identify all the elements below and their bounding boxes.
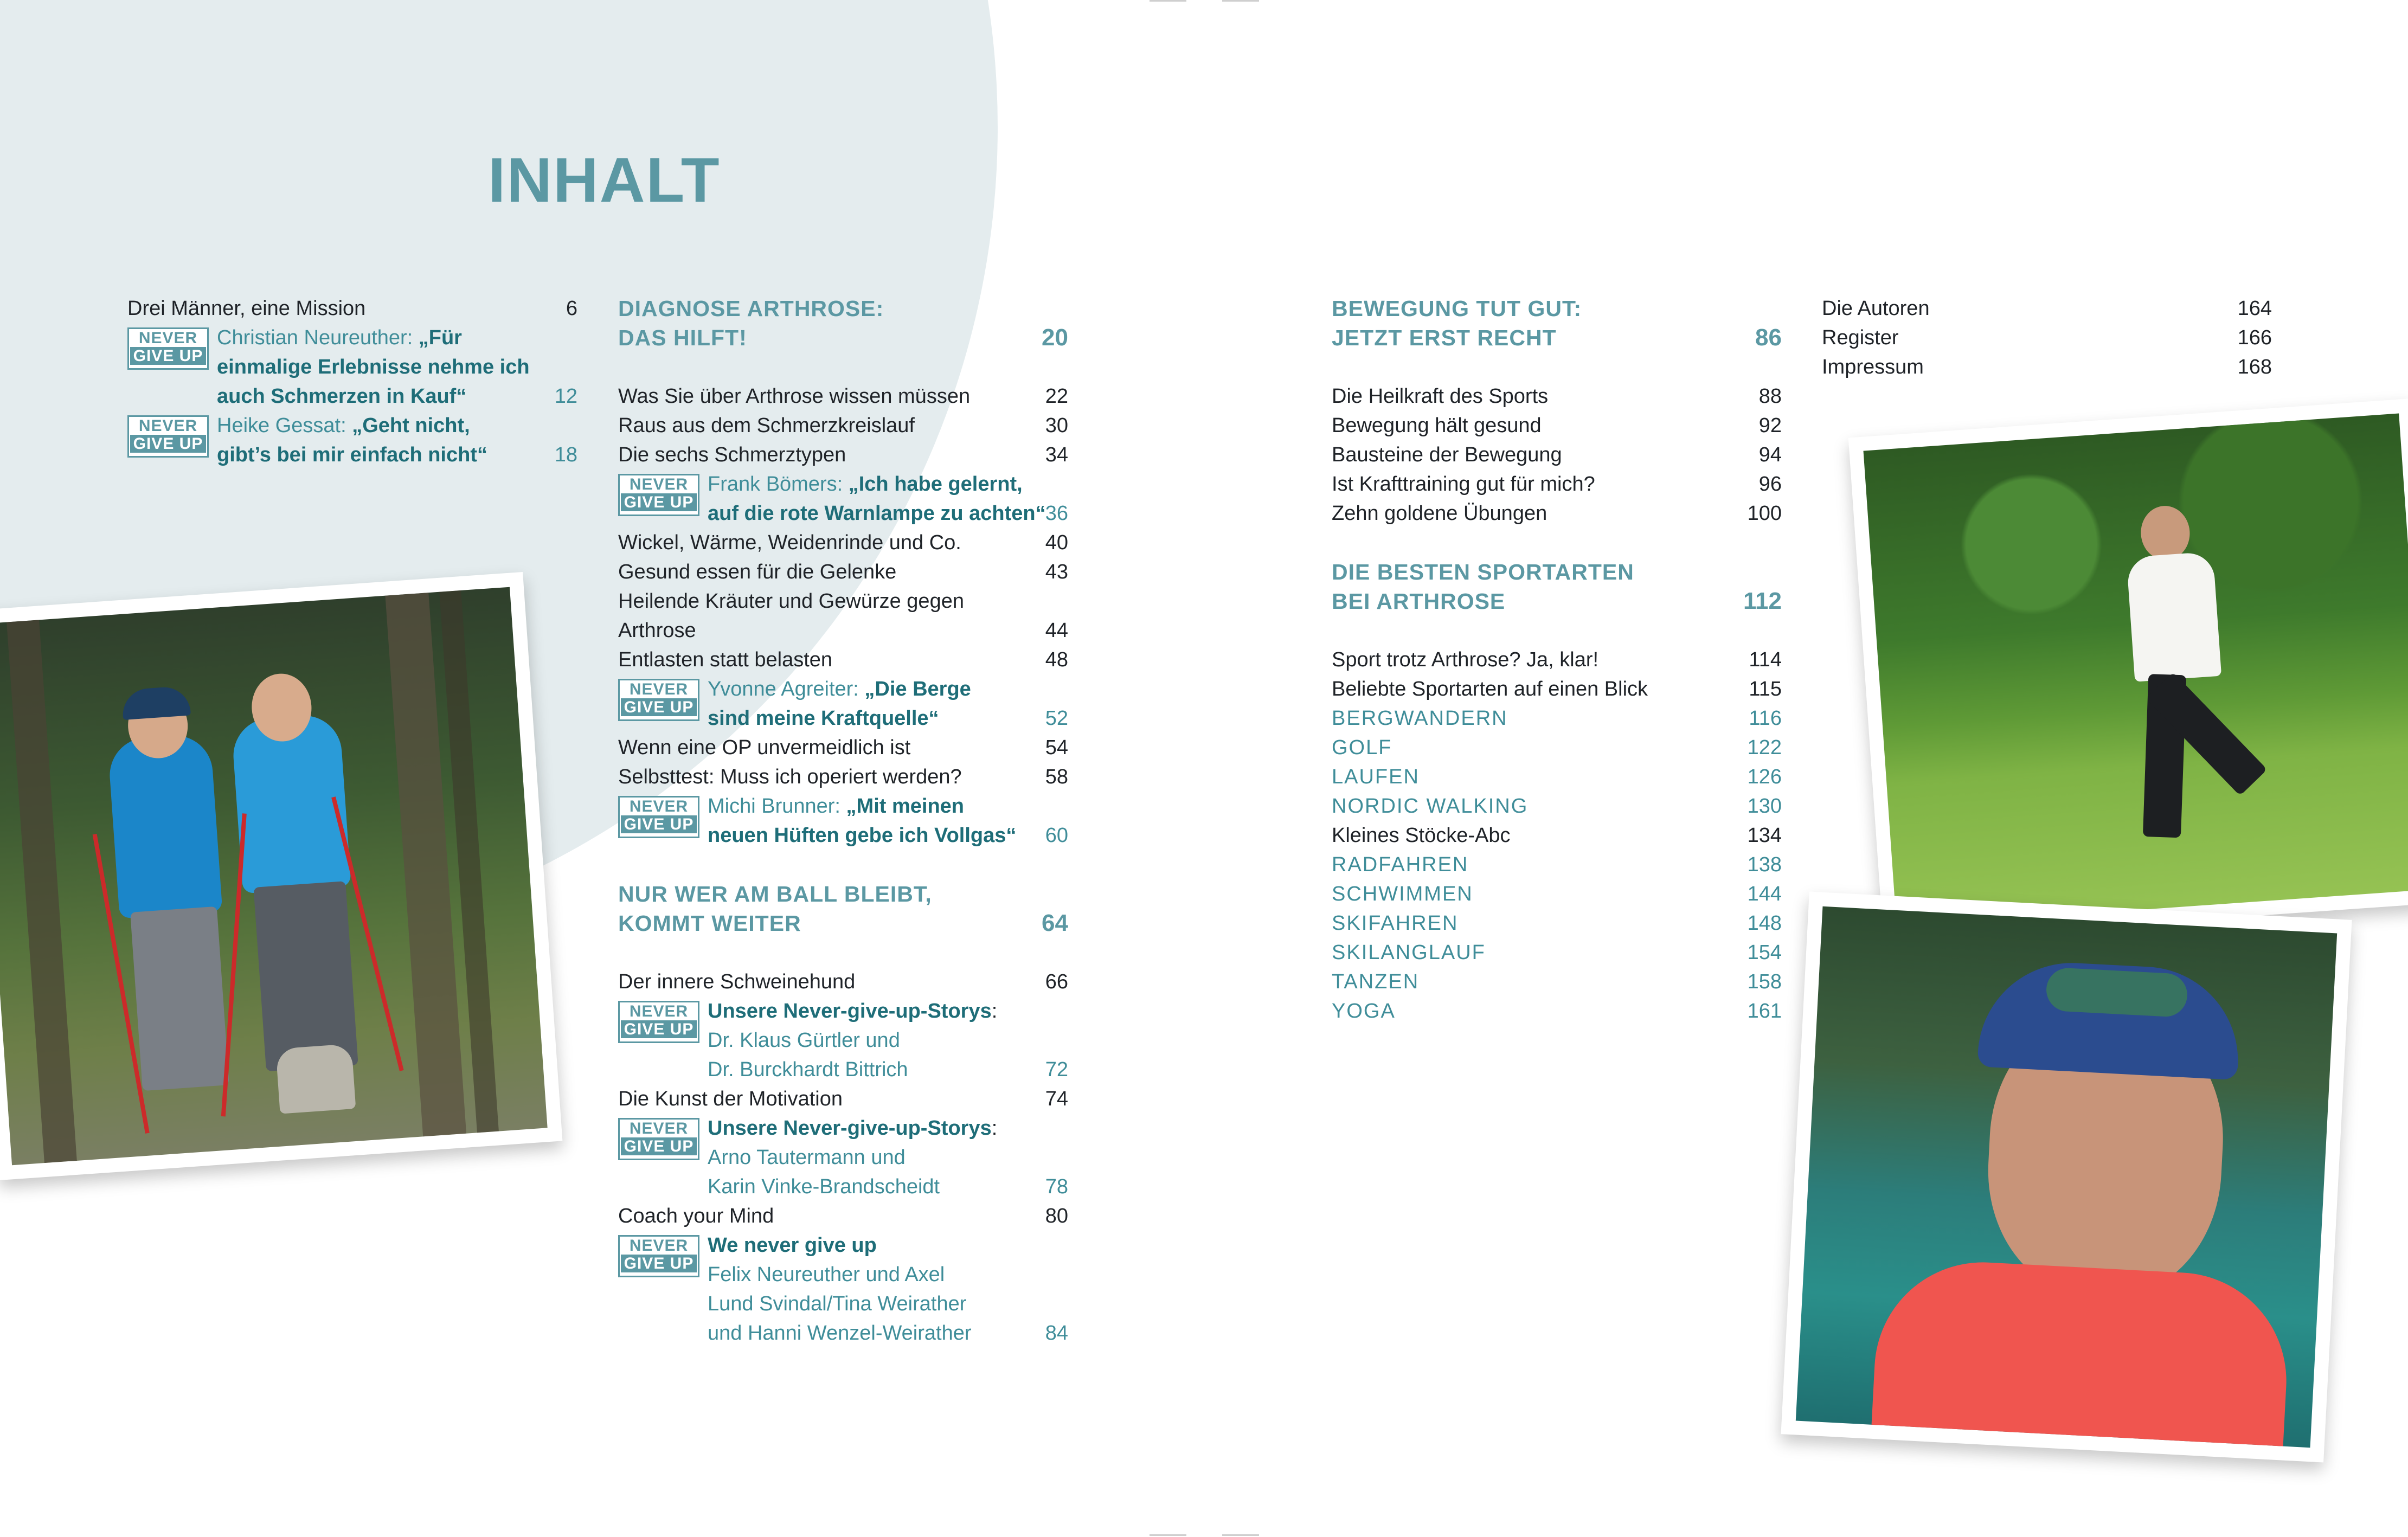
toc-label: SCHWIMMEN [1332, 883, 1473, 905]
toc-label: SKILANGLAUF [1332, 941, 1486, 964]
section-page: 20 [1042, 324, 1068, 351]
toc-label: NORDIC WALKING [1332, 795, 1529, 818]
toc-page: 144 [1747, 883, 1782, 905]
section-heading[interactable]: NUR WER AM BALL BLEIBT, [618, 882, 932, 906]
section-heading[interactable]: DIAGNOSE ARTHROSE: [618, 296, 884, 321]
photo-jogging [1848, 398, 2408, 942]
toc-entry-sport[interactable] [1332, 704, 1782, 733]
toc-label: YOGA [1332, 1000, 1396, 1022]
toc-page: 134 [1747, 824, 1782, 847]
toc-entry[interactable]: Die Autoren 164 [1822, 297, 2272, 320]
toc-entry[interactable]: Zehn goldene Übungen 100 [1332, 502, 1782, 525]
toc-entry-story-2[interactable]: NEVER GIVE UP Unsere Never-give-up-Storys: Arno Tautermann und Karin Vinke-Brandscheidt 78 [618, 1114, 1068, 1201]
toc-entry[interactable]: Entlasten statt belasten 48 [618, 648, 1068, 671]
toc-entry[interactable]: Gesund essen für die Gelenke 43 [618, 561, 1068, 583]
toc-label: Kleines Stöcke-Abc [1332, 824, 1511, 847]
page-mark [1222, 0, 1259, 2]
page-mark [1150, 0, 1186, 2]
toc-label: LAUFEN [1332, 766, 1420, 788]
toc-entry-agreiter[interactable]: NEVER GIVE UP Yvonne Agreiter: „Die Berge sind meine Kraftquelle“ 52 [618, 674, 1068, 733]
toc-entry-sport[interactable] [1332, 850, 1782, 879]
toc-entry[interactable]: Arthrose 44 [618, 619, 1068, 642]
toc-entry[interactable]: Die Kunst der Motivation 74 [618, 1088, 1068, 1110]
page-mark [1222, 1534, 1259, 1536]
person-name: Christian Neureuther: [217, 326, 413, 349]
toc-page: 158 [1747, 970, 1782, 993]
toc-entry[interactable]: Die Heilkraft des Sports 88 [1332, 385, 1782, 408]
toc-page: 154 [1747, 941, 1782, 964]
toc-page: 148 [1747, 912, 1782, 935]
toc-entry-sport[interactable] [1332, 967, 1782, 996]
toc-page: 114 [1749, 648, 1782, 671]
toc-entry-sport[interactable] [1332, 821, 1782, 850]
toc-entry-sport[interactable] [1332, 674, 1782, 704]
toc-entry[interactable]: Register 166 [1822, 326, 2272, 349]
toc-entry[interactable]: Die sechs Schmerztypen 34 [618, 443, 1068, 466]
toc-page: 126 [1747, 766, 1782, 788]
person-name: Heike Gessat: [217, 414, 346, 437]
toc-page: 6 [566, 297, 577, 320]
toc-entry-gessat[interactable]: NEVER GIVE UP Heike Gessat: „Geht nicht, gibt’s bei mir einfach nicht“ 18 [127, 411, 577, 470]
toc-entry-story-3[interactable]: NEVER GIVE UP We never give up Felix Neureuther und Axel Lund Svindal/Tina Weirather und Hanni Wenzel-Weirather 84 [618, 1231, 1068, 1348]
toc-entry-story-1[interactable]: NEVER GIVE UP Unsere Never-give-up-Storys: Dr. Klaus Gürtler und Dr. Burckhardt Bittrich 72 [618, 996, 1068, 1084]
never-give-up-badge: NEVER GIVE UP [618, 1118, 699, 1160]
toc-page: 122 [1747, 736, 1782, 759]
toc-page: 12 [554, 385, 577, 408]
toc-entry-sport[interactable] [1332, 645, 1782, 674]
toc-page: 18 [554, 443, 577, 466]
toc-entry[interactable]: Coach your Mind 80 [618, 1205, 1068, 1227]
never-give-up-badge: NEVER GIVE UP [618, 1001, 699, 1043]
toc-entry[interactable] [127, 294, 577, 323]
toc-entry-sport[interactable] [1332, 996, 1782, 1026]
toc-entry-sport[interactable] [1332, 733, 1782, 762]
toc-entry-brunner[interactable]: NEVER GIVE UP Michi Brunner: „Mit meinen neuen Hüften gebe ich Vollgas“ 60 [618, 792, 1068, 850]
page-title: INHALT [488, 145, 721, 215]
toc-label: RADFAHREN [1332, 853, 1469, 876]
toc-entry-sport[interactable] [1332, 792, 1782, 821]
toc-entry[interactable]: Selbsttest: Muss ich operiert werden? 58 [618, 766, 1068, 788]
toc-column-1 [127, 294, 577, 470]
never-give-up-badge: NEVER GIVE UP [618, 796, 699, 838]
toc-page: 138 [1747, 853, 1782, 876]
toc-entry[interactable]: Bausteine der Bewegung 94 [1332, 443, 1782, 466]
toc-entry[interactable]: Was Sie über Arthrose wissen müssen 22 [618, 385, 1068, 408]
toc-entry[interactable]: Ist Krafttraining gut für mich? 96 [1332, 473, 1782, 496]
never-give-up-badge: NEVER GIVE UP [127, 415, 209, 458]
toc-column-2: DIAGNOSE ARTHROSE: DAS HILFT! 20 Was Sie über Arthrose wissen müssen 22 Raus aus dem Schmerzkreislauf 30 Die sechs Schmerztypen 34 NEVER GIVE UP Frank Bömers: „Ich habe gelernt, auf die rote Warnlampe zu achten“ 36 Wickel, Wärme, Weidenrinde und Co. 40 Gesund essen für die Gelenke 43 Heilende Kräuter und Gewürze gegen Arthrose 44 Entlasten statt belasten 48 NEVER GIVE UP Yvonne Agreiter: „Die Berge sind meine Kraftquelle“ 52 Wenn eine OP unvermeidlich ist 54 Selbsttest: Muss ich operiert werden? 58 NEVER GIVE UP Michi Brunner: „Mit meinen neuen Hüften gebe ich Vollgas“ 60 NUR WER AM BALL BLEIBT, KOMMT WEITER 64 Der innere Schweinehund 66 NEVER GIVE UP Unsere Never-give-up-Storys: Dr. Klaus Gürtler und Dr. Burckhardt Bittrich 72 Die Kunst der Motivation 74 NEVER GIVE UP Unsere Never-give-up-Storys: Arno Tautermann und Karin Vinke-Brandscheidt 78 Coach your Mind 80 NEVER GIVE UP We never give up Felix Neureuther und Axel Lund Svindal/Tina Weirather und Hanni Wenzel-Weirather 84 [618, 294, 1068, 1348]
toc-label: Beliebte Sportarten auf einen Blick [1332, 678, 1648, 700]
never-give-up-badge: NEVER GIVE UP [618, 1235, 699, 1277]
toc-label: BERGWANDERN [1332, 707, 1508, 730]
toc-page: 115 [1749, 678, 1782, 700]
toc-column-3: BEWEGUNG TUT GUT: JETZT ERST RECHT 86 Die Heilkraft des Sports 88 Bewegung hält gesund 92 Bausteine der Bewegung 94 Ist Krafttraining gut für mich? 96 Zehn goldene Übungen 100 DIE BESTEN SPORTARTEN BEI ARTHROSE 112 Sport trotz Arthrose? Ja, klar! 114 Beliebte Sportarten auf einen Blick 115 BERGWANDERN 116 GOLF 122 LAUFEN 126 NORDIC WALKING 130 Kleines Stöcke-Abc 134 RADFAHREN 138 SCHWIMMEN 144 SKIFAHREN 148 SKILANGLAUF 154 TANZEN 158 YOGA 161 [1332, 294, 1782, 1026]
toc-page: 161 [1747, 1000, 1782, 1022]
toc-entry-sport[interactable] [1332, 909, 1782, 938]
toc-page: 130 [1747, 795, 1782, 818]
toc-label: Drei Männer, eine Mission [127, 297, 366, 320]
toc-entry-sport[interactable] [1332, 879, 1782, 909]
toc-label: GOLF [1332, 736, 1392, 759]
toc-entry-boemers[interactable]: NEVER GIVE UP Frank Bömers: „Ich habe gelernt, auf die rote Warnlampe zu achten“ 36 [618, 470, 1068, 528]
toc-entry[interactable]: Raus aus dem Schmerzkreislauf 30 [618, 414, 1068, 437]
toc-label: Sport trotz Arthrose? Ja, klar! [1332, 648, 1599, 671]
toc-entry[interactable]: Wickel, Wärme, Weidenrinde und Co. 40 [618, 531, 1068, 554]
section-heading[interactable]: DIE BESTEN SPORTARTEN [1332, 560, 1634, 584]
toc-entry[interactable]: Bewegung hält gesund 92 [1332, 414, 1782, 437]
toc-entry[interactable]: Heilende Kräuter und Gewürze gegen [618, 590, 964, 613]
never-give-up-badge: NEVER GIVE UP [618, 679, 699, 721]
toc-page: 116 [1749, 707, 1782, 730]
toc-label: TANZEN [1332, 970, 1420, 993]
toc-entry[interactable]: Impressum 168 [1822, 356, 2272, 378]
toc-entry-sport[interactable] [1332, 762, 1782, 792]
sport-list [1332, 645, 1782, 1026]
toc-entry-neureuther[interactable]: NEVER GIVE UP Christian Neureuther: „Für einmalige Erlebnisse nehme ich auch Schmerzen in Kauf“ 12 [127, 323, 577, 411]
page-mark [1150, 1534, 1186, 1536]
toc-entry[interactable]: Wenn eine OP unvermeidlich ist 54 [618, 736, 1068, 759]
section-heading[interactable]: BEWEGUNG TUT GUT: [1332, 296, 1582, 321]
never-give-up-badge: NEVER GIVE UP [618, 474, 699, 516]
toc-entry[interactable]: Der innere Schweinehund 66 [618, 970, 1068, 993]
photo-nordic-walking [0, 572, 562, 1180]
toc-entry-sport[interactable] [1332, 938, 1782, 967]
toc-column-4 [1822, 294, 2272, 382]
toc-label: SKIFAHREN [1332, 912, 1459, 935]
photo-portrait [1781, 891, 2352, 1462]
never-give-up-badge: NEVER GIVE UP [127, 327, 209, 370]
